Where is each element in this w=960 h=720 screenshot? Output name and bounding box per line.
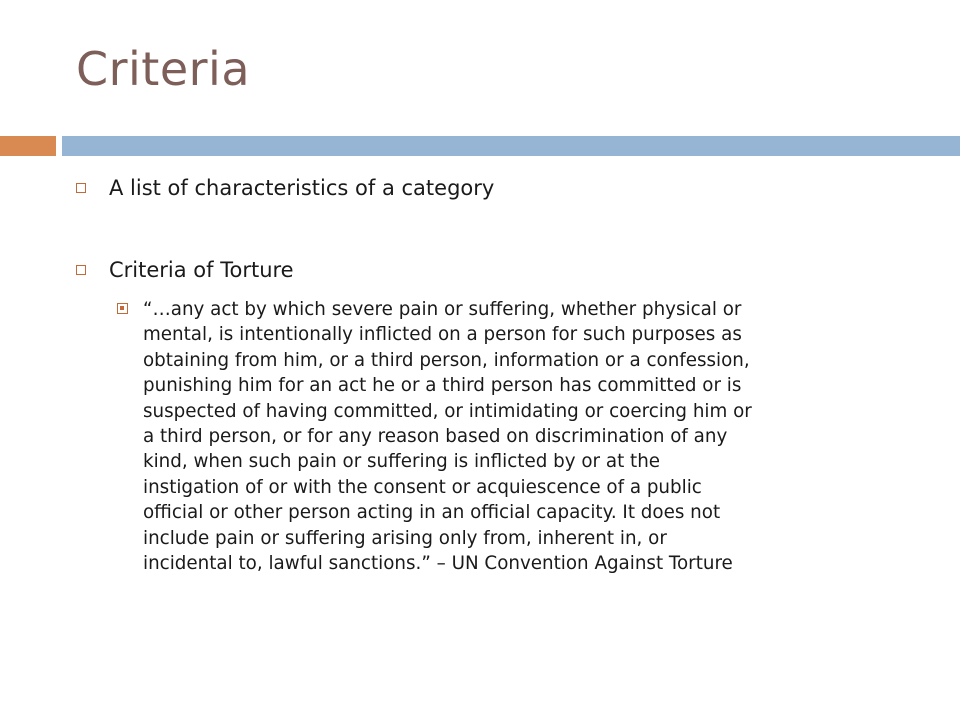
quote-line: “…any act by which severe pain or suffering, whether physical or — [143, 299, 742, 320]
quote-line: suspected of having committed, or intimidating or coercing him or — [143, 400, 752, 422]
quote-line: punishing him for an act he or a third person has committed or is — [143, 375, 742, 397]
quote-line: instigation of or with the consent or acquiescence of a public — [143, 476, 702, 498]
quote-line: mental, is intentionally inflicted on a person for such purposes as — [143, 324, 742, 346]
slide-title: Criteria — [76, 42, 251, 96]
square-with-dot-icon — [117, 303, 128, 314]
accent-bar-orange — [0, 136, 56, 156]
quote-line: include pain or suffering arising only from, inherent in, or — [143, 527, 667, 549]
bullet-text: A list of characteristics of a category — [109, 176, 495, 200]
accent-bar-blue — [62, 136, 960, 156]
quote-block — [143, 297, 913, 576]
hollow-square-icon — [76, 265, 86, 275]
quote-line: a third person, or for any reason based on discrimination of any — [143, 425, 728, 447]
quote-line: official or other person acting in an official capacity. It does not — [143, 502, 721, 524]
quote-line: obtaining from him, or a third person, information or a confession, — [143, 349, 750, 371]
quote-line: incidental to, lawful sanctions.” – UN Convention Against Torture — [143, 552, 733, 574]
quote-line: kind, when such pain or suffering is inflicted by or at the — [143, 451, 661, 473]
hollow-square-icon — [76, 183, 86, 193]
bullet-text: Criteria of Torture — [109, 258, 294, 282]
